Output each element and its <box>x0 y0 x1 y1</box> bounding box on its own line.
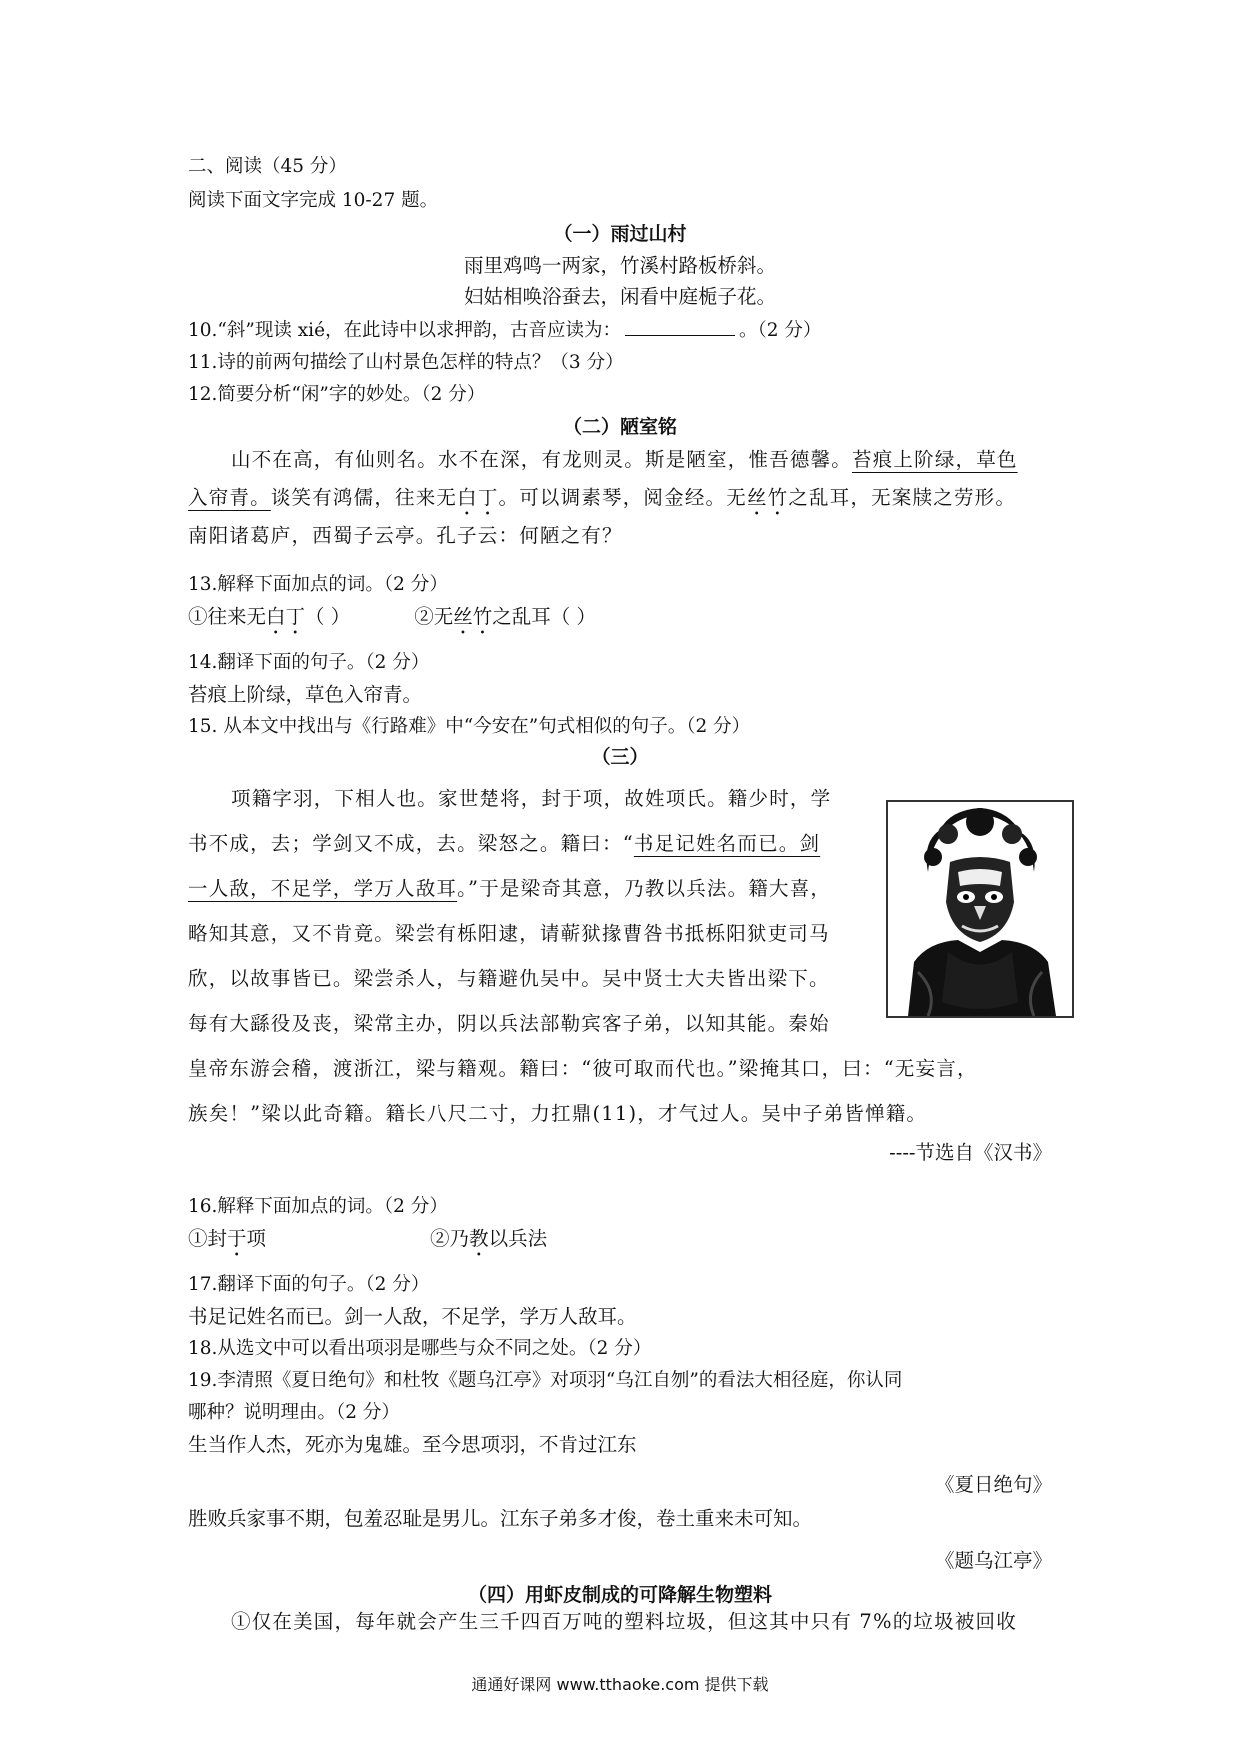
question-13-items <box>188 604 596 639</box>
poem-ti-wujiang-ting: 胜败兵家事不期，包羞忍耻是男儿。江东子弟多才俊，卷土重来未可知。 <box>188 1507 813 1530</box>
part2-underlined-2: 入帘青。 <box>188 486 271 509</box>
part3-line-5: 欣，以故事皆已。梁尝杀人，与籍避仇吴中。吴中贤士大夫皆出梁下。 <box>188 967 830 990</box>
page-footer: 通通好课网 www.tthaoke.com 提供下载 <box>471 1675 769 1694</box>
portrait-illustration <box>888 802 1072 1016</box>
q16-item1-dotted: 于 <box>227 1227 247 1250</box>
part2-text-line-2 <box>188 479 1016 520</box>
q13-item2-prefix: ②无 <box>414 605 454 628</box>
part2-text-line-3: 南阳诸葛庐，西蜀子云亭。孔子云：何陋之有？ <box>188 524 623 547</box>
part3-line-2 <box>188 825 820 863</box>
q13-item1-blank[interactable]: （ ） <box>305 605 351 628</box>
q16-item2-a: ②乃 <box>430 1227 470 1250</box>
question-17-text: 书足记姓名而已。剑一人敌，不足学，学万人敌耳。 <box>188 1305 637 1328</box>
dotted-word-sizhu: 丝竹 <box>746 486 789 509</box>
q16-item1-a: ①封 <box>188 1227 228 1250</box>
part1-title: （一）雨过山村 <box>553 223 687 245</box>
question-19-line-1: 19.李清照《夏日绝句》和杜牧《题乌江亭》对项羽“乌江自刎”的看法大相径庭，你认同 <box>188 1370 903 1391</box>
question-14-text: 苔痕上阶绿，草色入帘青。 <box>188 683 423 706</box>
part2-text-2f: 之乱耳，无案牍之劳形。 <box>788 486 1017 509</box>
question-16-items <box>188 1226 547 1261</box>
question-15: 15. 从本文中找出与《行路难》中“今安在”句式相似的句子。（2 分） <box>188 716 751 737</box>
q13-item2-dotted: 丝竹 <box>453 605 493 628</box>
section-heading: 二、阅读（45 分） <box>188 156 347 177</box>
part3-line-3 <box>188 870 831 908</box>
part3-underlined-1: 书足记姓名而已。剑 <box>633 832 821 855</box>
part3-line-1: 项籍字羽，下相人也。家世楚将，封于项，故姓项氏。籍少时，学 <box>231 787 832 810</box>
part2-underlined-1: 苔痕上阶绿，草色 <box>852 448 1018 471</box>
q16-item2-c: 以兵法 <box>488 1227 548 1250</box>
part3-title: （三） <box>591 746 649 768</box>
part3-underlined-2: 一人敌，不足学，学万人敌耳 <box>188 877 458 900</box>
q13-item1-prefix: ①往来无 <box>188 605 267 628</box>
section-instruction: 阅读下面文字完成 10-27 题。 <box>188 190 439 211</box>
q13-item2-blank[interactable]: 之乱耳（ ） <box>492 605 596 628</box>
question-10 <box>188 317 821 344</box>
question-10-score: 。（2 分） <box>739 320 822 341</box>
question-11: 11.诗的前两句描绘了山村景色怎样的特点？（3 分） <box>188 352 624 373</box>
q16-item2-dotted: 教 <box>469 1227 489 1250</box>
part2-text-2b: 谈笑有鸿儒，往来无 <box>270 486 458 509</box>
question-19-line-2: 哪种？说明理由。（2 分） <box>188 1402 400 1423</box>
q13-item1-dotted: 白丁 <box>266 605 306 628</box>
part3-line-6: 每有大繇役及丧，梁常主办，阴以兵法部勒宾客子弟，以知其能。秦始 <box>188 1012 830 1035</box>
part3-source: ----节选自《汉书》 <box>889 1141 1052 1164</box>
part4-title: （四）用虾皮制成的可降解生物塑料 <box>467 1584 772 1606</box>
part3-line-4: 略知其意，又不肯竟。梁尝有栎阳逮，请蕲狱掾曹咎书抵栎阳狱吏司马 <box>188 922 830 945</box>
question-18: 18.从选文中可以看出项羽是哪些与众不同之处。（2 分） <box>188 1338 652 1359</box>
poem-xiari-jueju: 生当作人杰，死亦为鬼雄。至今思项羽，不肯过江东 <box>188 1433 637 1456</box>
part2-text-2d: 。可以调素琴，阅金经。无 <box>498 486 747 509</box>
question-14: 14.翻译下面的句子。（2 分） <box>188 652 430 673</box>
part3-line-3b: 。”于是梁奇其意，乃教以兵法。籍大喜， <box>457 877 832 900</box>
q16-item1-c: 项 <box>246 1227 267 1250</box>
part3-line-7: 皇帝东游会稽，渡浙江，梁与籍观。籍曰：“彼可取而代也。”梁掩其口，曰：“无妄言， <box>188 1057 978 1080</box>
poem-xiari-jueju-title: 《夏日绝句》 <box>934 1473 1052 1496</box>
part3-line-8: 族矣！”梁以此奇籍。籍长八尺二寸，力扛鼎(11)，才气过人。吴中子弟皆惮籍。 <box>188 1102 928 1125</box>
answer-blank[interactable] <box>625 317 735 336</box>
part1-poem-line-2: 妇姑相唤浴蚕去，闲看中庭栀子花。 <box>463 285 776 308</box>
part2-text-1a: 山不在高，有仙则名。水不在深，有龙则灵。斯是陋室，惟吾德馨。 <box>231 448 853 471</box>
question-13: 13.解释下面加点的词。（2 分） <box>188 574 448 595</box>
xiang-yu-opera-portrait <box>886 800 1074 1018</box>
question-17: 17.翻译下面的句子。（2 分） <box>188 1274 430 1295</box>
question-12: 12.简要分析“闲”字的妙处。（2 分） <box>188 384 486 405</box>
poem-ti-wujiang-ting-title: 《题乌江亭》 <box>934 1549 1052 1572</box>
dotted-word-baiding: 白丁 <box>457 486 499 509</box>
question-16: 16.解释下面加点的词。（2 分） <box>188 1196 448 1217</box>
part4-text-line-1: ①仅在美国，每年就会产生三千四百万吨的塑料垃圾，但这其中只有 7%的垃圾被回收 <box>231 1610 1017 1633</box>
part2-title: （二）陋室铭 <box>562 416 677 438</box>
part2-text-line-1 <box>231 441 1018 479</box>
question-10-text: 10.“斜”现读 xié，在此诗中以求押韵，古音应读为： <box>188 320 622 341</box>
part3-line-2a: 书不成，去；学剑又不成，去。梁怒之。籍曰：“ <box>188 832 634 855</box>
part1-poem-line-1: 雨里鸡鸣一两家，竹溪村路板桥斜。 <box>463 254 776 277</box>
